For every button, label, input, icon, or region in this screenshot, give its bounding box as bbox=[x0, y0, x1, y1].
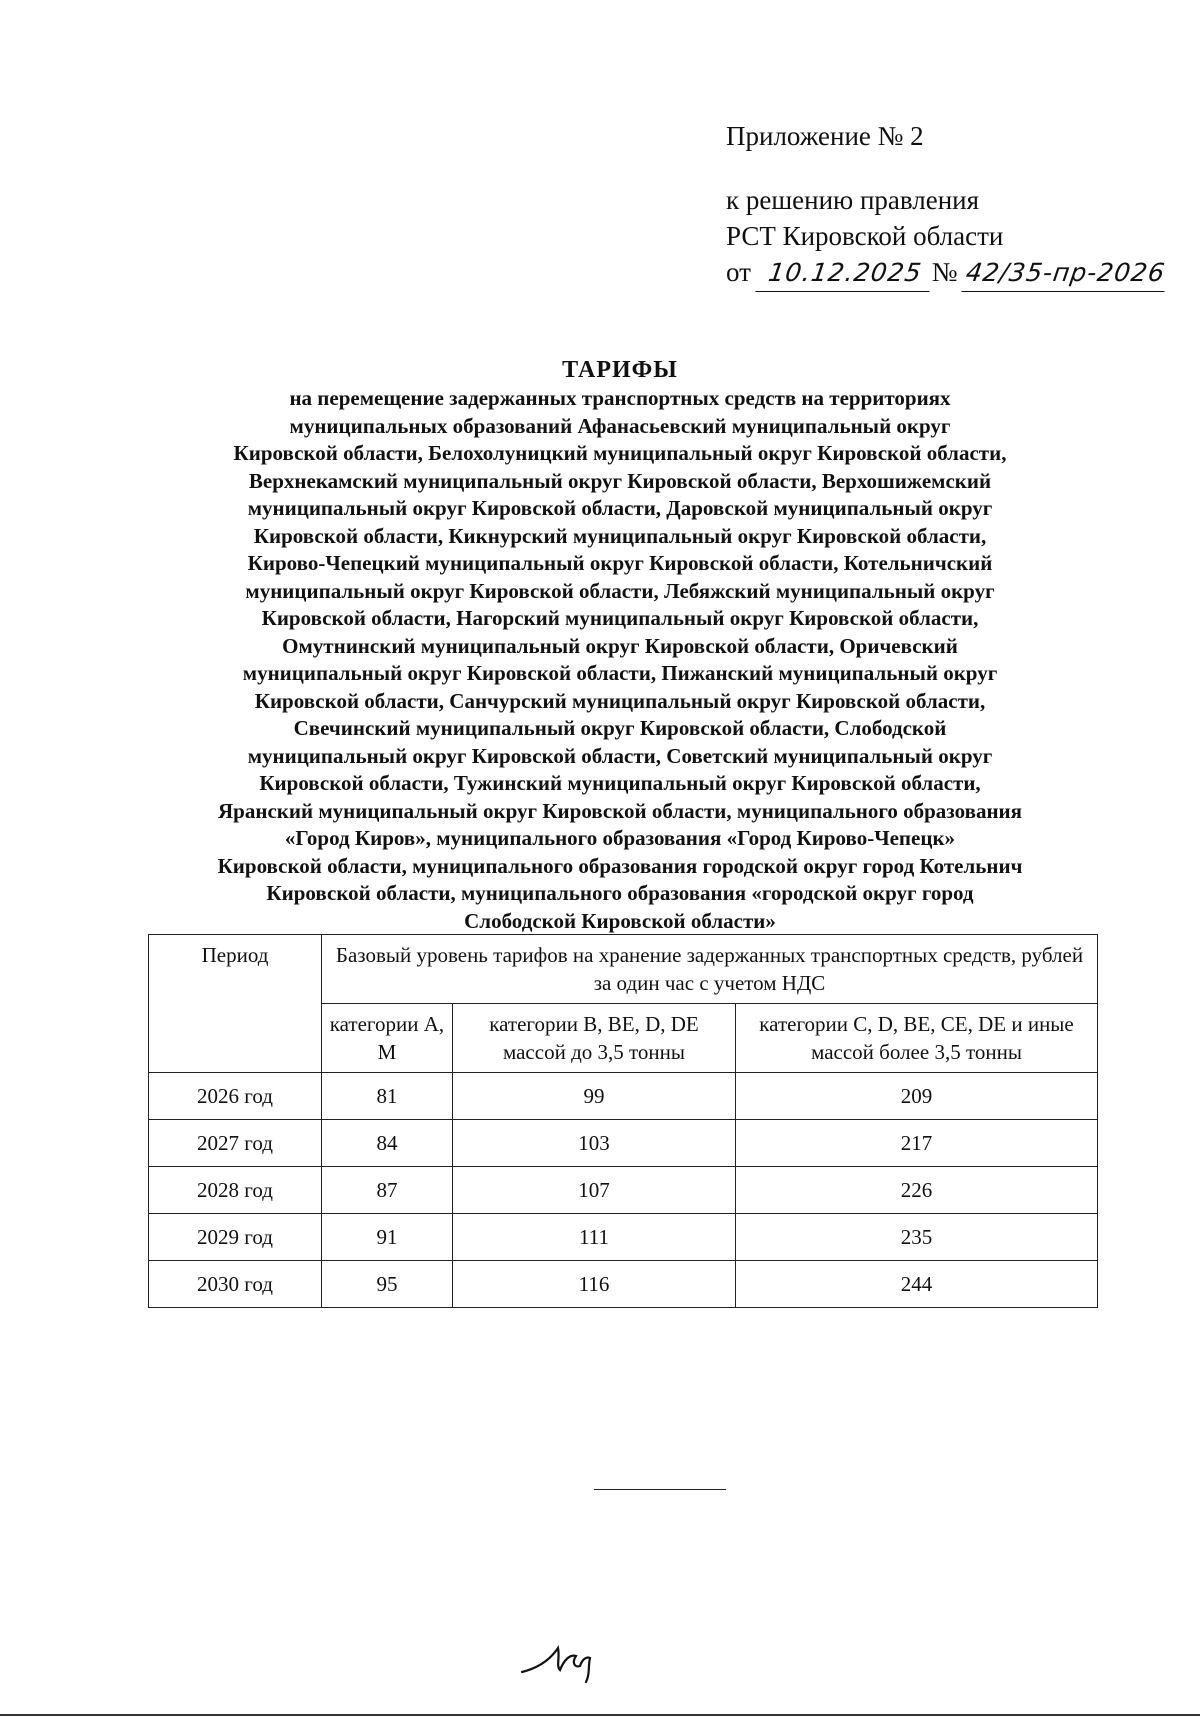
appendix-block bbox=[726, 118, 1167, 292]
column-header-c-d-be-ce-de: категории C, D, BE, CE, DE и иные массой более 3,5 тонны bbox=[736, 1004, 1098, 1073]
heading-block bbox=[140, 355, 1100, 935]
subtitle-line: Кировской области, Нагорский муниципальный округ Кировской области, bbox=[261, 606, 979, 630]
tariff-value-cell: 81 bbox=[322, 1073, 453, 1120]
period-cell: 2026 год bbox=[149, 1073, 322, 1120]
period-cell: 2029 год bbox=[149, 1214, 322, 1261]
period-cell: 2028 год bbox=[149, 1167, 322, 1214]
subtitle-line: Кировской области, Белохолуницкий муниципальный округ Кировской области, bbox=[233, 441, 1007, 465]
table-row bbox=[149, 1214, 1098, 1261]
subtitle-line: Кировской области, Кикнурский муниципальный округ Кировской области, bbox=[253, 523, 987, 548]
appendix-ref-line-2: РСТ Кировской области bbox=[726, 221, 1004, 251]
tariff-value-cell: 235 bbox=[736, 1214, 1098, 1261]
tariff-value-cell: 91 bbox=[322, 1214, 453, 1261]
subtitle-line: Кировской области, муниципального образования городской округ город Котельнич bbox=[217, 853, 1023, 878]
table-row bbox=[149, 1261, 1098, 1308]
subtitle-line: «Город Киров», муниципального образования «Город Кирово-Чепецк» bbox=[284, 826, 956, 850]
period-cell: 2027 год bbox=[149, 1120, 322, 1167]
tariff-value-cell: 217 bbox=[736, 1120, 1098, 1167]
table-row bbox=[149, 1167, 1098, 1214]
tariff-value-cell: 116 bbox=[452, 1261, 735, 1308]
tariff-value-cell: 103 bbox=[452, 1120, 735, 1167]
group-header: Базовый уровень тарифов на хранение задержанных транспортных средств, рублей за один час с учетом НДС bbox=[322, 935, 1098, 1004]
tariff-value-cell: 87 bbox=[322, 1167, 453, 1214]
subtitle-line: муниципальный округ Кировской области, Пижанский муниципальный округ bbox=[242, 661, 998, 685]
document-title: ТАРИФЫ bbox=[562, 357, 678, 383]
subtitle-line: Свечинский муниципальный округ Кировской области, Слободской bbox=[293, 716, 947, 740]
period-cell: 2030 год bbox=[149, 1261, 322, 1308]
tariff-value-cell: 99 bbox=[452, 1073, 735, 1120]
subtitle-line: на перемещение задержанных транспортных средств на территориях bbox=[289, 386, 951, 410]
number-prefix: № bbox=[931, 257, 958, 287]
subtitle-line: Верхнекамский муниципальный округ Кировской области, Верхошижемский bbox=[248, 468, 992, 493]
document-subtitle bbox=[140, 385, 1100, 935]
subtitle-line: Яранский муниципальный округ Кировской области, муниципального образования bbox=[218, 798, 1022, 823]
tariff-value-cell: 226 bbox=[736, 1167, 1098, 1214]
signature-icon bbox=[520, 1630, 610, 1686]
subtitle-line: Кировской области, муниципального образования «городской округ город bbox=[266, 881, 974, 905]
decision-date: 10.12.2025 bbox=[755, 255, 934, 292]
column-header-a-m: категории А, М bbox=[322, 1004, 453, 1073]
appendix-ref-line-1: к решению правления bbox=[726, 185, 980, 215]
tariff-value-cell: 107 bbox=[452, 1167, 735, 1214]
tariff-value-cell: 209 bbox=[736, 1073, 1098, 1120]
closing-divider bbox=[594, 1489, 726, 1490]
subtitle-line: муниципальный округ Кировской области, Даровской муниципальный округ bbox=[247, 496, 993, 520]
subtitle-line: Омутнинский муниципальный округ Кировской области, Оричевский bbox=[282, 633, 958, 658]
tariff-table-body bbox=[149, 1073, 1098, 1308]
period-header: Период bbox=[149, 935, 322, 1073]
appendix-label: Приложение № 2 bbox=[726, 121, 924, 151]
subtitle-line: муниципальный округ Кировской области, Лебяжский муниципальный округ bbox=[245, 578, 995, 603]
date-prefix: от bbox=[726, 257, 751, 287]
subtitle-line: муниципальных образований Афанасьевский муниципальный округ bbox=[289, 413, 951, 438]
subtitle-line: Кировской области, Санчурский муниципальный округ Кировской области, bbox=[254, 688, 986, 713]
tariff-value-cell: 95 bbox=[322, 1261, 453, 1308]
subtitle-line: Слободской Кировской области» bbox=[464, 908, 776, 933]
table-row bbox=[149, 1073, 1098, 1120]
tariff-value-cell: 111 bbox=[452, 1214, 735, 1261]
decision-number: 42/35-пр-2026 bbox=[962, 255, 1170, 292]
subtitle-line: Кирово-Чепецкий муниципальный округ Кировской области, Котельничский bbox=[247, 551, 993, 575]
column-header-b-be-d-de: категории B, BE, D, DE массой до 3,5 тонны bbox=[452, 1004, 735, 1073]
tariff-value-cell: 84 bbox=[322, 1120, 453, 1167]
subtitle-line: Кировской области, Тужинский муниципальный округ Кировской области, bbox=[259, 771, 981, 795]
tariff-table bbox=[148, 934, 1098, 1308]
appendix-date-line bbox=[726, 254, 1167, 292]
page-bottom-rule bbox=[0, 1714, 1200, 1716]
subtitle-line: муниципальный округ Кировской области, Советский муниципальный округ bbox=[247, 743, 993, 768]
table-row bbox=[149, 1120, 1098, 1167]
tariff-value-cell: 244 bbox=[736, 1261, 1098, 1308]
